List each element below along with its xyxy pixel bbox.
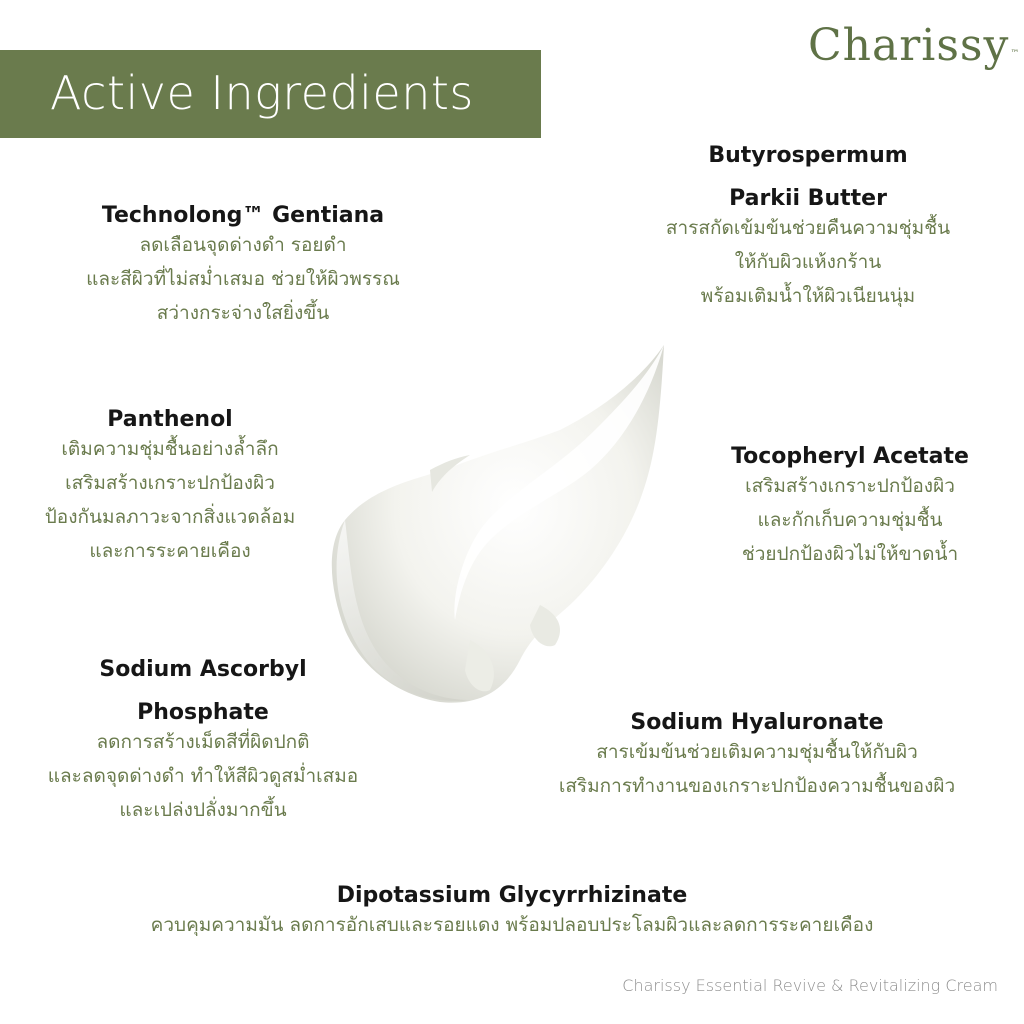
- brand-logo-text: Charissy: [808, 20, 1010, 71]
- ingredient-description-line: เสริมการทำงานของเกราะปกป้องความชื้นของผิว: [558, 775, 956, 797]
- ingredient-name: Panthenol: [107, 407, 233, 432]
- ingredient-name: Dipotassium Glycyrrhizinate: [336, 883, 688, 908]
- ingredient-sodium-hyaluronate: [532, 701, 982, 803]
- brand-logo: [808, 20, 1020, 72]
- ingredient-description-line: เสริมสร้างเกราะปกป้องผิว: [745, 475, 955, 497]
- ingredient-description-line: ป้องกันมลภาวะจากสิ่งแวดล้อม: [44, 506, 296, 528]
- ingredient-description-line: เสริมสร้างเกราะปกป้องผิว: [65, 472, 275, 494]
- ingredient-description-line: ให้กับผิวแห้งกร้าน: [734, 251, 882, 273]
- ingredient-tocopheryl-acetate: [700, 435, 1000, 571]
- ingredient-description-line: และสีผิวที่ไม่สม่ำเสมอ ช่วยให้ผิวพรรณ: [86, 268, 400, 290]
- ingredient-panthenol: [10, 398, 330, 568]
- ingredient-sodium-ascorbyl-phosphate: [13, 648, 393, 827]
- ingredient-shea-butter: [608, 134, 1008, 313]
- ingredient-description-line: สารเข้มข้นช่วยเติมความชุ่มชื้นให้กับผิว: [596, 741, 918, 763]
- ingredient-description-line: และการระคายเคือง: [89, 540, 251, 562]
- ingredient-description-line: ช่วยปกป้องผิวไม่ให้ขาดน้ำ: [741, 543, 959, 565]
- ingredient-description-line: สารสกัดเข้มข้นช่วยคืนความชุ่มชื้น: [665, 217, 951, 239]
- product-name-caption: Charissy Essential Revive & Revitalizing Cream: [622, 976, 998, 995]
- ingredient-description-line: พร้อมเติมน้ำให้ผิวเนียนนุ่ม: [700, 285, 916, 307]
- ingredient-description-line: และกักเก็บความชุ่มชื้น: [757, 509, 943, 531]
- ingredient-name: Sodium Hyaluronate: [630, 710, 884, 735]
- ingredient-description-line: ลดเลือนจุดด่างดำ รอยดำ: [139, 234, 347, 256]
- page-title: Active Ingredients: [50, 66, 474, 120]
- ingredient-technolong-gentiana: [43, 194, 443, 330]
- ingredient-name: Parkii Butter: [729, 186, 887, 211]
- ingredient-name: Tocopheryl Acetate: [731, 444, 969, 469]
- ingredient-description-line: เติมความชุ่มชื้นอย่างล้ำลึก: [61, 438, 279, 460]
- trademark-symbol: ™: [1010, 49, 1021, 59]
- ingredient-name: Technolong™ Gentiana: [101, 203, 385, 228]
- ingredient-description-line: และเปล่งปลั่งมากขึ้น: [119, 799, 287, 821]
- ingredient-name: Butyrospermum: [708, 143, 908, 168]
- ingredient-name: Sodium Ascorbyl: [99, 657, 307, 682]
- ingredient-description-line: สว่างกระจ่างใสยิ่งขึ้น: [156, 302, 330, 324]
- ingredient-name: Phosphate: [137, 700, 269, 725]
- ingredient-description-line: ควบคุมความมัน ลดการอักเสบและรอยแดง พร้อมปลอบประโลมผิวและลดการระคายเคือง: [150, 914, 874, 936]
- ingredient-dipotassium-glycyrrhizinate: [62, 874, 962, 942]
- ingredient-description-line: และลดจุดด่างดำ ทำให้สีผิวดูสม่ำเสมอ: [47, 765, 359, 787]
- ingredient-description-line: ลดการสร้างเม็ดสีที่ผิดปกติ: [96, 731, 310, 753]
